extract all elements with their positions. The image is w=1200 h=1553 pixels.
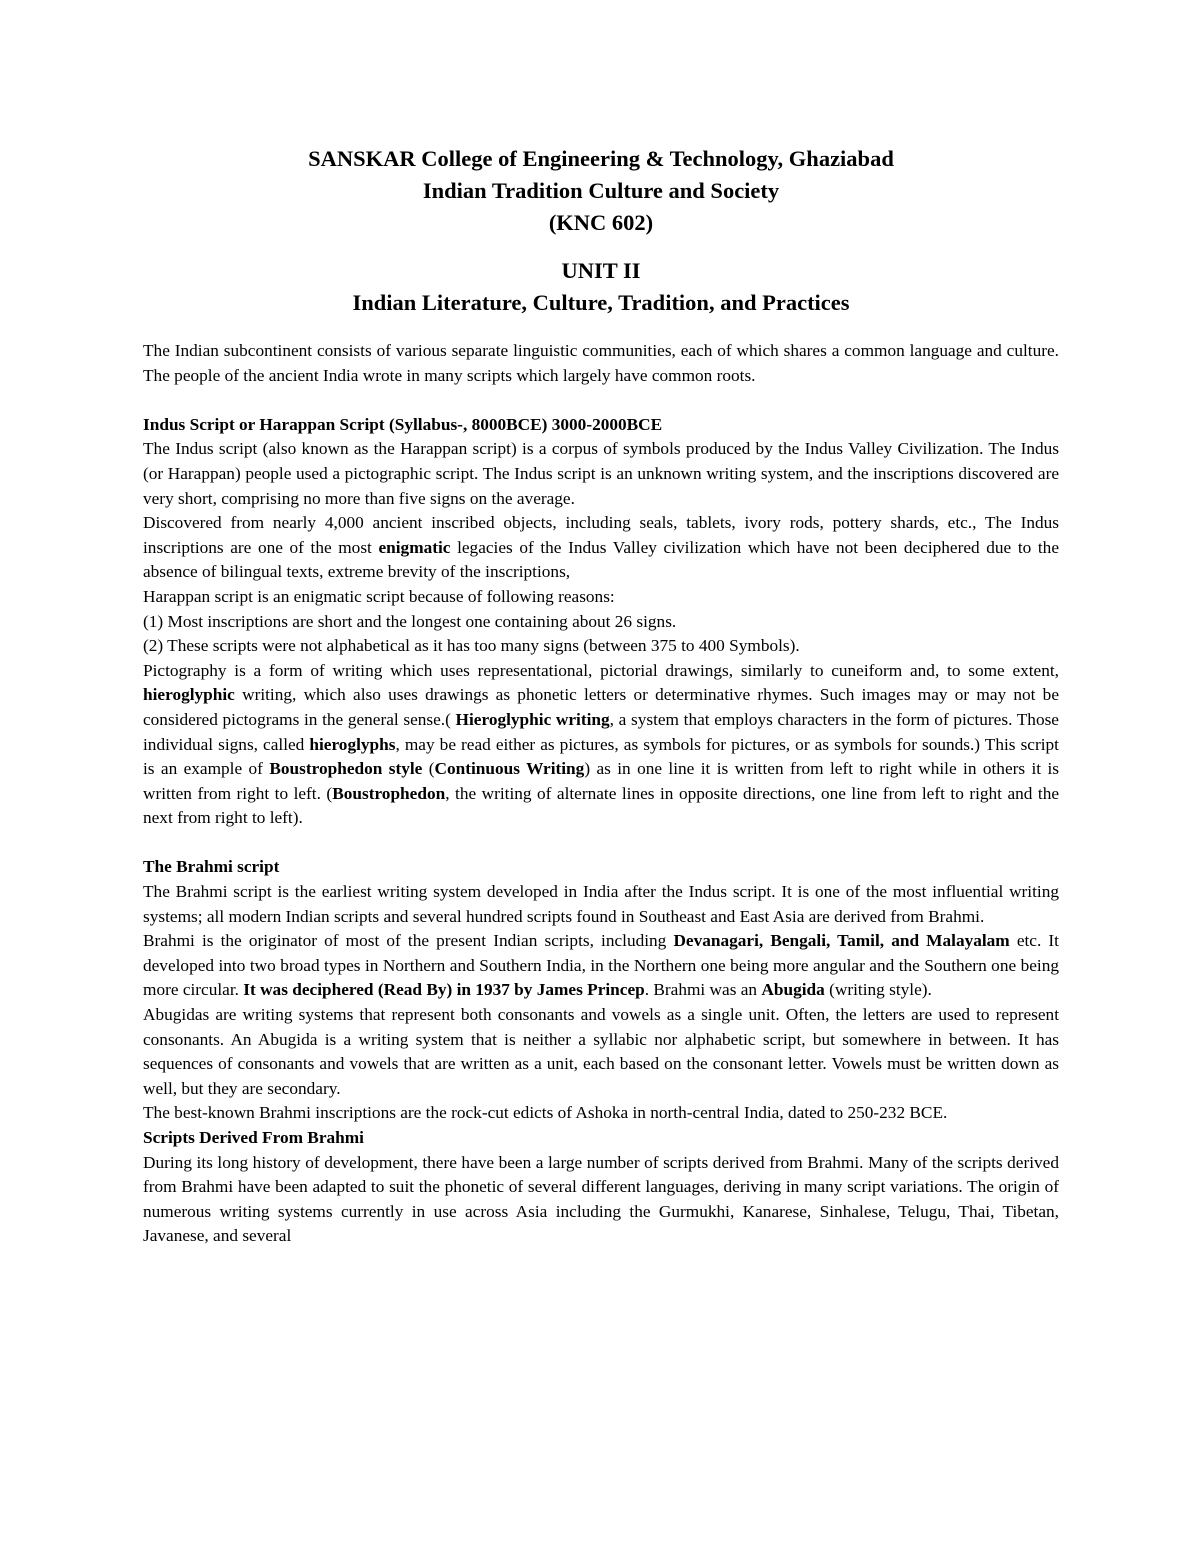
text-run: ) as in one line it is written from left to right while in others it is written from right to left. (	[143, 759, 1060, 803]
course-title: Indian Tradition Culture and Society	[422, 178, 780, 203]
indus-heading-text: Indus Script or Harappan Script (Syllabus-, 8000BCE) 3000-2000BCE	[143, 414, 663, 434]
brahmi-paragraph-abugida: Abugidas are writing systems that represent both consonants and vowels as a single unit. Often, the letters are used to represent consonants. An Abugida is a writing system that is neither a syllabic nor alphabetic script, but somewhere in between. It has sequences of consonants and vowels that are written as a unit, each based on the consonant letter. Vowels must be written down as well, but they are secondary.	[143, 1005, 1059, 1098]
intro-paragraph: The Indian subcontinent consists of various separate linguistic communities, each of which shares a common language and culture. The people of the ancient India wrote in many scripts which largely have common roots.	[143, 341, 1059, 385]
text-run: (	[422, 759, 435, 779]
bold-run: hieroglyphs	[309, 734, 396, 754]
bold-run: Devanagari, Bengali, Tamil, and Malayalam	[673, 931, 1010, 951]
bold-run: Boustrophedon	[332, 783, 446, 803]
course-code: (KNC 602)	[548, 210, 654, 235]
derived-scripts-paragraph: During its long history of development, there have been a large number of scripts derived from Brahmi. Many of the scripts derived from Brahmi have been adapted to suit the phonetic of several different languages, deriving in many script variations. The origin of numerous writing systems currently in use across Asia including the Gurmukhi, Kanarese, Sinhalese, Telugu, Thai, Tibetan, Javanese, and several	[143, 1152, 1059, 1246]
indus-reason-2: (2) These scripts were not alphabetical as it has too many signs (between 375 to 400 Symbols).	[143, 636, 800, 656]
brahmi-heading-text: The Brahmi script	[143, 857, 280, 877]
brahmi-paragraph-1: The Brahmi script is the earliest writing system developed in India after the Indus script. It is one of the most influential writing systems; all modern Indian scripts and several hundred scripts found in Southeast and East Asia are derived from Brahmi.	[143, 882, 1059, 926]
text-run: Brahmi is the originator of most of the present Indian scripts, including	[143, 931, 674, 951]
bold-run: It was deciphered (Read By) in 1937 by James Princep	[243, 980, 645, 1000]
text-run: Discovered from nearly 4,000 ancient inscribed objects, including seals, tablets, ivory rods, pottery shards, etc., The Indus inscriptions are one of the most	[143, 513, 1059, 557]
derived-scripts-heading	[143, 1126, 1059, 1151]
indus-paragraph-3: Harappan script is an enigmatic script because of following reasons:	[143, 586, 615, 606]
document-page	[143, 143, 1059, 1249]
indus-paragraph-pictography	[143, 659, 1059, 831]
text-run: etc. It developed into two broad types in Northern and Southern India, in the Northern one being more angular and the Southern one being more circular.	[143, 931, 1059, 1000]
indus-heading	[143, 413, 1059, 438]
indus-paragraph-1: The Indus script (also known as the Harappan script) is a corpus of symbols produced by the Indus Valley Civilization. The Indus (or Harappan) people used a pictographic script. The Indus script is an unknown writing system, and the inscriptions discovered are very short, comprising no more than five signs on the average.	[143, 439, 1059, 508]
text-run: . Brahmi was an	[644, 980, 762, 1000]
indus-reason-1: (1) Most inscriptions are short and the longest one containing about 26 signs.	[143, 611, 677, 631]
indus-paragraph-2	[143, 511, 1059, 585]
derived-scripts-heading-text: Scripts Derived From Brahmi	[143, 1128, 364, 1147]
text-run: , may be read either as pictures, as symbols for pictures, or as symbols for sounds.) This script is an example of	[143, 734, 1059, 779]
text-run: (writing style).	[824, 980, 932, 1000]
bold-run: enigmatic	[378, 537, 451, 557]
bold-run: Boustrophedon style	[269, 759, 423, 779]
brahmi-paragraph-ashoka: The best-known Brahmi inscriptions are the rock-cut edicts of Ashoka in north-central India, dated to 250-232 BCE.	[143, 1103, 948, 1123]
text-run: Pictography is a form of writing which uses representational, pictorial drawings, similarly to cuneiform and, to some extent,	[143, 660, 1059, 680]
bold-run: Hieroglyphic writing	[455, 709, 610, 729]
college-name: SANSKAR College of Engineering & Technology, Ghaziabad	[308, 146, 894, 171]
bold-run: Continuous Writing	[434, 759, 585, 779]
text-run: , the writing of alternate lines in opposite directions, one line from left to right and the next from right to left).	[143, 783, 1060, 828]
bold-run: Abugida	[761, 980, 825, 1000]
bold-run: hieroglyphic	[143, 685, 235, 705]
text-run: writing, which also uses drawings as phonetic letters or determinative rhymes. Such images may or may not be considered pictograms in the general sense.(	[143, 685, 1059, 729]
unit-number: UNIT II	[561, 258, 641, 283]
unit-title: Indian Literature, Culture, Tradition, and Practices	[352, 290, 850, 315]
brahmi-paragraph-2	[143, 929, 1059, 1003]
text-run: legacies of the Indus Valley civilization which have not been deciphered due to the absence of bilingual texts, extreme brevity of the inscriptions,	[143, 537, 1059, 582]
text-run: , a system that employs characters in the form of pictures. Those individual signs, called	[143, 709, 1059, 754]
brahmi-heading	[143, 855, 1059, 880]
